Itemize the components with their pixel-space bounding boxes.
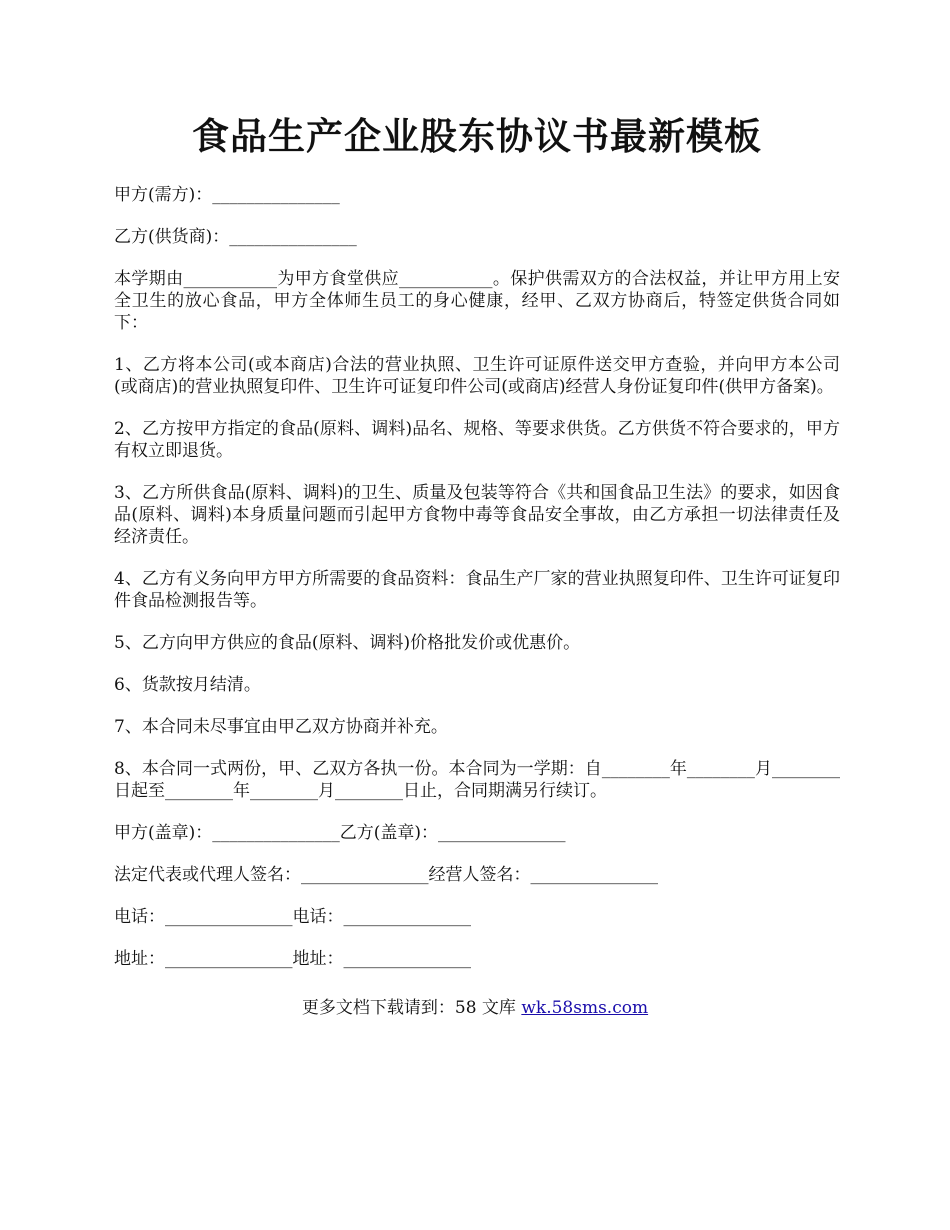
footer-link[interactable]: wk.58sms.com	[521, 998, 649, 1018]
clause-3: 3、乙方所供食品(原料、调料)的卫生、质量及包装等符合《共和国食品卫生法》的要求，如因食品(原料、调料)本身质量问题而引起甲方食物中毒等食品安全事故，由乙方承担一切法律责任及经济责任。	[114, 483, 840, 547]
intro-paragraph: 本学期由___________为甲方食堂供应___________。保护供需双方的合法权益，并让甲方用上安全卫生的放心食品，甲方全体师生员工的身心健康，经甲、乙双方协商后，特签定供货合同如下：	[114, 269, 840, 333]
address-line: 地址：_______________地址：_______________	[114, 949, 471, 969]
document-page	[114, 0, 840, 970]
phone-line: 电话：_______________电话：_______________	[114, 907, 471, 927]
footer-text: 更多文档下载请到：58 文库	[301, 998, 522, 1018]
clause-7: 7、本合同未尽事宜由甲乙双方协商并补充。	[114, 717, 448, 737]
party-a-line: 甲方(需方)：_______________	[114, 185, 340, 205]
clause-2: 2、乙方按甲方指定的食品(原料、调料)品名、规格、等要求供货。乙方供货不符合要求的，甲方有权立即退货。	[114, 419, 840, 461]
document-title: 食品生产企业股东协议书最新模板	[192, 114, 762, 158]
signature-line: 法定代表或代理人签名：_______________经营人签名：_______________	[114, 865, 658, 885]
party-b-line: 乙方(供货商)：_______________	[114, 227, 357, 247]
clause-6: 6、货款按月结清。	[114, 675, 261, 695]
clause-1: 1、乙方将本公司(或本商店)合法的营业执照、卫生许可证原件送交甲方查验，并向甲方本公司(或商店)的营业执照复印件、卫生许可证复印件公司(或商店)经营人身份证复印件(供甲方备案)。	[114, 355, 840, 397]
footer	[0, 997, 950, 1019]
seal-line: 甲方(盖章)：_______________乙方(盖章)：_______________	[114, 823, 566, 843]
clause-4: 4、乙方有义务向甲方甲方所需要的食品资料：食品生产厂家的营业执照复印件、卫生许可证复印件食品检测报告等。	[114, 569, 840, 611]
clause-8: 8、本合同一式两份，甲、乙双方各执一份。本合同为一学期：自________年________月________日起至________年________月________日止，合同期满另行续订。	[114, 759, 840, 801]
clause-5: 5、乙方向甲方供应的食品(原料、调料)价格批发价或优惠价。	[114, 633, 581, 653]
